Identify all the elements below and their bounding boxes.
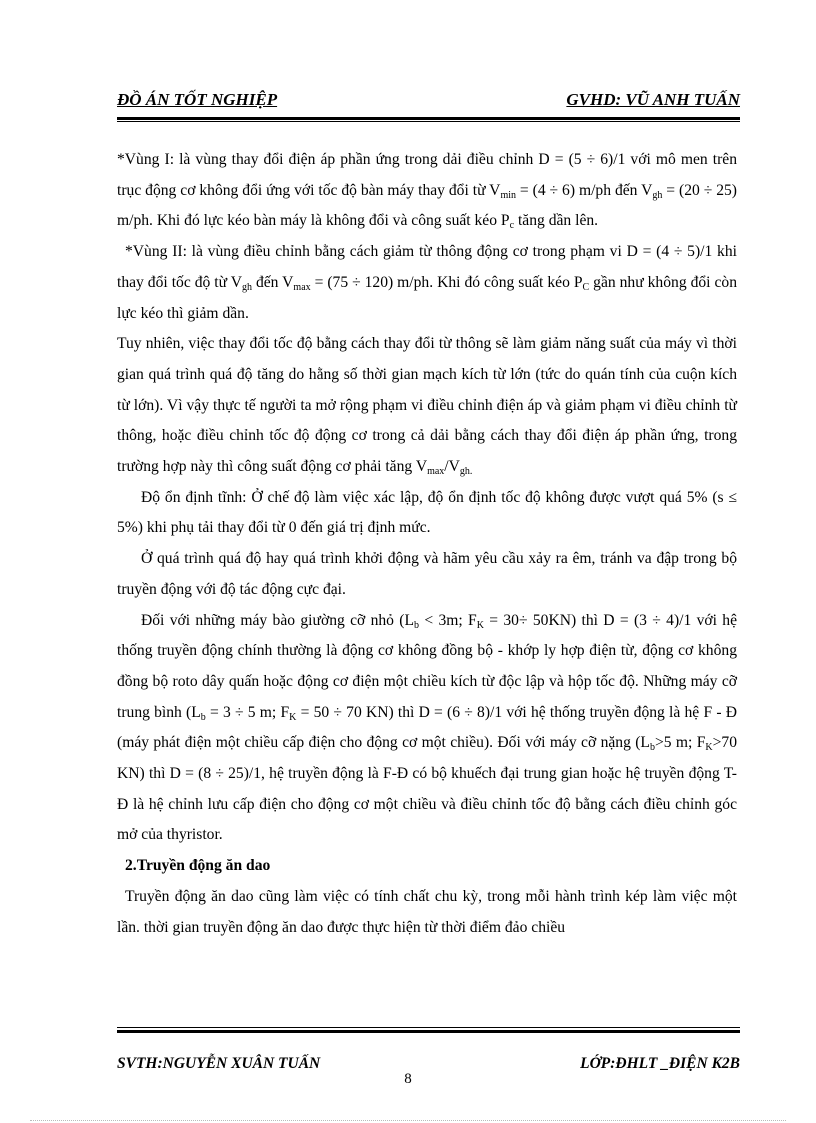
paragraph-machine-sizes: Đối với những máy bào giường cỡ nhỏ ($L_b < 3m$; $F_K = 30\div 50KN$) thì D = (3 ÷ 4)/1 với hệ thống truyền động chính thường là động cơ không đồng bộ - khớp ly hợp điện từ, động cơ không đồng bộ roto dây quấn hoặc động cơ điện một chiều kích từ độc lập và hộp tốc độ. Những máy cỡ trung bình ($L_b = 3 \div 5$ m; $F_K = 50 \div 70$ KN) thì D = (6 ÷ 8)/1 với hệ thống truyền động là hệ F - Đ (máy phát điện một chiều cấp điện cho động cơ một chiều). Đối với máy cỡ nặng ($L_b>5$ m; $F_K>70$ KN) thì D = (8 ÷ 25)/1, hệ truyền động là F-Đ có bộ khuếch đại trung gian hoặc hệ truyền động T-Đ là hệ chỉnh lưu cấp điện cho động cơ một chiều và điều chỉnh tốc độ bằng cách điều chỉnh góc mở của thyristor. [117, 611, 738, 844]
document-body [117, 145, 737, 943]
paragraph-static-stability: Độ ổn định tĩnh: Ở chế độ làm việc xác lập, độ ổn định tốc độ không được vượt quá 5% (s ≤ 5%) khi phụ tải thay đổi từ 0 đến giá trị định mức. [117, 488, 737, 537]
paragraph-zone-2: *Vùng II: là vùng điều chỉnh bằng cách giảm từ thông động cơ trong phạm vi D = (4 ÷ 5)/1 khi thay đổi tốc độ từ $V_{gh}$ đến $V_{max} = (75 \div 120)$ m/ph. Khi đó công suất kéo $P_C$ gần như không đổi còn lực kéo thì giảm dần. [117, 243, 737, 322]
header-supervisor: GVHD: VŨ ANH TUẤN [566, 90, 740, 109]
footer-class: LỚP:ĐHLT _ĐIỆN K2B [580, 1055, 740, 1072]
footer-student: SVTH:NGUYỄN XUÂN TUẤN [117, 1055, 321, 1072]
paragraph-zone-1: *Vùng I: là vùng thay đổi điện áp phần ứng trong dải điều chỉnh D = (5 ÷ 6)/1 với mô men trên trục động cơ không đổi ứng với tốc độ bàn máy thay đổi từ $V_{min} = (4 \div 6)$ m/ph đến $V_{gh} = (20 \div 25)$ m/ph. Khi đó lực kéo bàn máy là không đổi và công suất kéo $P_c$ tăng dần lên. [117, 151, 737, 232]
page-header [117, 90, 740, 118]
paragraph-feed-drive: Truyền động ăn dao cũng làm việc có tính chất chu kỳ, trong mỗi hành trình kép làm việc một lần. thời gian truyền động ăn dao được thực hiện từ thời điểm đảo chiều [117, 887, 737, 936]
page-edge-dotted-line [30, 1120, 786, 1121]
header-rule [117, 117, 740, 122]
paragraph-flux-control: Tuy nhiên, việc thay đổi tốc độ bằng cách thay đổi từ thông sẽ làm giảm năng suất của máy vì thời gian quá trình quá độ tăng do hằng số thời gian mạch kích từ lớn (tức do quán tính của cuộn kích từ lớn). Vì vậy thực tế người ta mở rộng phạm vi điều chỉnh điện áp và giảm phạm vi điều chỉnh từ thông, hoặc điều chỉnh tốc độ động cơ trong cả dải bằng cách thay đổi điện áp phần ứng, trong trường hợp này thì công suất động cơ phải tăng $V_{max}/V_{gh.}$ [117, 335, 737, 478]
header-title: ĐỒ ÁN TỐT NGHIỆP [117, 90, 278, 109]
section-heading: 2.Truyền động ăn dao [125, 857, 271, 875]
footer-rule [117, 1027, 740, 1033]
paragraph-transient: Ở quá trình quá độ hay quá trình khởi động và hãm yêu cầu xảy ra êm, tránh va đập trong bộ truyền động với độ tác động cực đại. [117, 550, 737, 598]
page-number: 8 [404, 1071, 412, 1087]
